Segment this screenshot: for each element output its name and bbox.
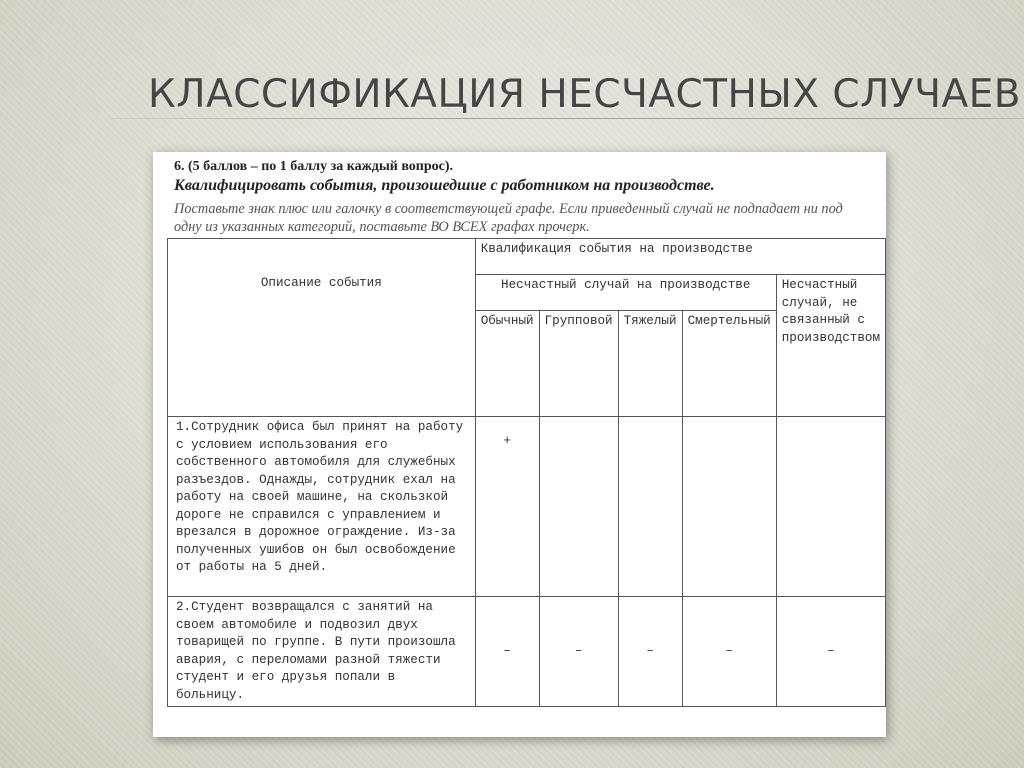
task-instruction-bold: Квалифицировать события, произошедшие с работником на производстве. — [174, 177, 715, 194]
row-description: 1.Сотрудник офиса был принят на работу с условием использования его собственного автомобиля для служебных разъездов. Однажды, сотрудник ехал на работу на своей машине, на скользкой дороге не справился с управлением и врезался в дорожное ограждение. Из-за полученных ушибов он был освобождение от работы на 5 дней. — [168, 417, 476, 597]
task-header: 6. (5 баллов – по 1 баллу за каждый вопрос). — [174, 159, 454, 174]
header-industrial-accident: Несчастный случай на производстве — [475, 275, 776, 311]
row-description: 2.Студент возвращался с занятий на своем автомобиле и подвозил двух товарищей по группе. В пути произошла авария, с переломами разной тяжести студент и его друзья попали в больницу. — [168, 597, 476, 707]
classification-table — [167, 238, 886, 707]
mark-cell: – — [776, 597, 885, 707]
mark-cell — [776, 417, 885, 597]
table-row — [168, 597, 886, 707]
mark-cell: – — [475, 597, 539, 707]
header-description: Описание события — [168, 239, 476, 417]
header-ordinary: Обычный — [475, 311, 539, 417]
mark-cell — [618, 417, 682, 597]
mark-cell — [539, 417, 618, 597]
table-row — [168, 417, 886, 597]
header-severe: Тяжелый — [618, 311, 682, 417]
mark-cell — [682, 417, 776, 597]
mark-cell: – — [618, 597, 682, 707]
title-divider — [110, 118, 1024, 119]
header-not-related-accident: Несчастный случай, не связанный с производством — [776, 275, 885, 417]
header-fatal: Смертельный — [682, 311, 776, 417]
mark-cell: – — [682, 597, 776, 707]
slide-title: КЛАССИФИКАЦИЯ НЕСЧАСТНЫХ СЛУЧАЕВ — [148, 72, 1022, 117]
mark-cell: – — [539, 597, 618, 707]
header-qualification: Квалификация события на производстве — [475, 239, 885, 275]
header-group: Групповой — [539, 311, 618, 417]
document-scan — [153, 152, 886, 737]
task-instruction: Поставьте знак плюс или галочку в соответствующей графе. Если приведенный случай не подпадает ни под одну из указанных категорий, поставьте ВО ВСЕХ графах прочерк. — [174, 201, 843, 235]
mark-cell: + — [475, 417, 539, 597]
